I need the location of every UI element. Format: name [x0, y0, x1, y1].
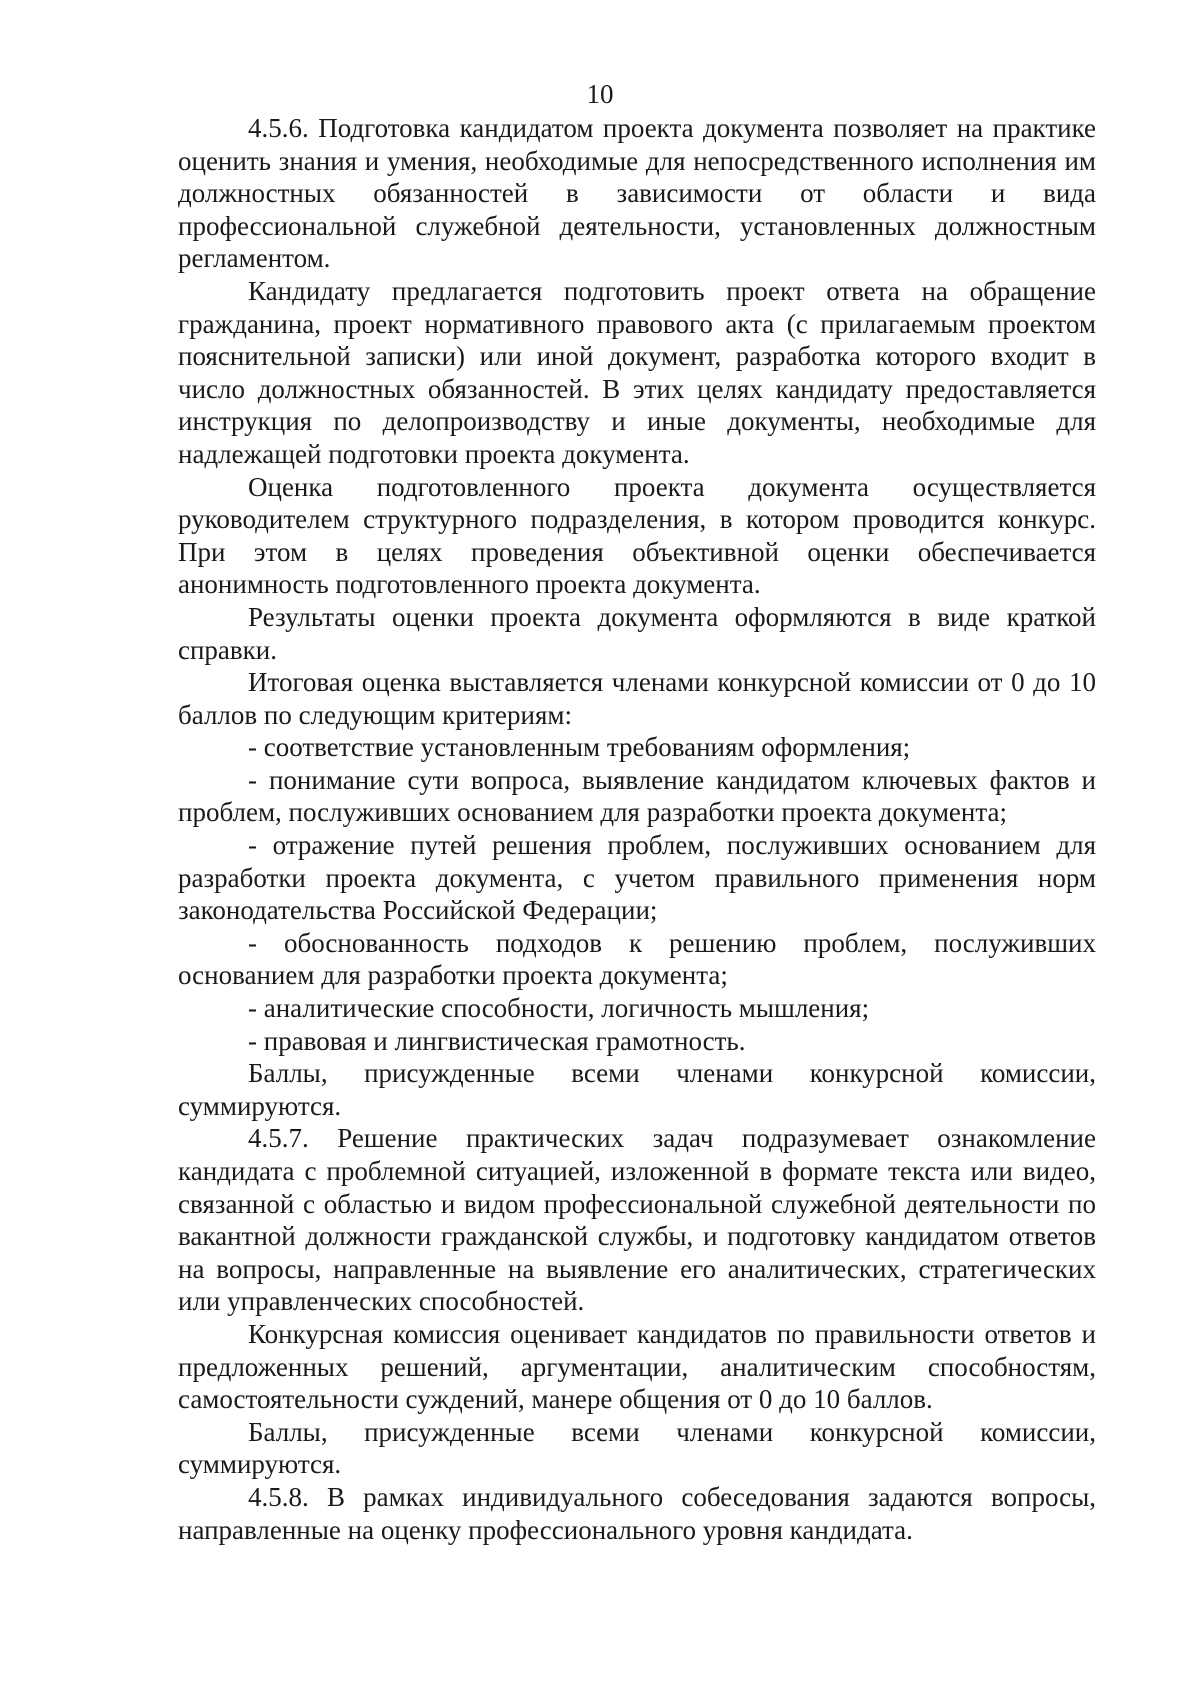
paragraph-4-5-6: 4.5.6. Подготовка кандидатом проекта документа позволяет на практике оценить знания и умения, необходимые для непосредственного исполнения им должностных обязанностей в зависимости от области и вида профессиональной служебной деятельности, установленных должностным регламентом. [178, 113, 1096, 274]
criteria-item: - обоснованность подходов к решению проблем, послуживших основанием для разработки проекта документа; [178, 927, 1096, 991]
criteria-item: - соответствие установленным требованиям оформления; [248, 732, 911, 763]
paragraph-points-summed: Баллы, присужденные всеми членами конкурсной комиссии, суммируются. [178, 1416, 1096, 1480]
criteria-item: - отражение путей решения проблем, послуживших основанием для разработки проекта документа, с учетом правильного применения норм законодательства Российской Федерации; [178, 830, 1096, 926]
document-body [178, 112, 1096, 1546]
paragraph-candidate-task: Кандидату предлагается подготовить проект ответа на обращение гражданина, проект нормативного правового акта (с прилагаемым проектом пояснительной записки) или иной документ, разработка которого входит в число должностных обязанностей. В этих целях кандидату предоставляется инструкция по делопроизводству и иные документы, необходимые для надлежащей подготовки проекта документа. [178, 275, 1096, 469]
paragraph-commission-evaluates: Конкурсная комиссия оценивает кандидатов по правильности ответов и предложенных решений, аргументации, аналитическим способностям, самостоятельности суждений, манере общения от 0 до 10 баллов. [178, 1318, 1096, 1415]
paragraph-4-5-8: 4.5.8. В рамках индивидуального собеседования задаются вопросы, направленные на оценку профессионального уровня кандидата. [178, 1481, 1096, 1545]
criteria-item: - понимание сути вопроса, выявление кандидатом ключевых фактов и проблем, послуживших основанием для разработки проекта документа; [178, 764, 1096, 828]
paragraph-points-summed: Баллы, присужденные всеми членами конкурсной комиссии, суммируются. [178, 1058, 1096, 1121]
criteria-item: - аналитические способности, логичность мышления; [248, 993, 870, 1024]
page-number: 10 [586, 79, 614, 109]
criteria-item: - правовая и лингвистическая грамотность. [248, 1025, 746, 1056]
paragraph-evaluation: Оценка подготовленного проекта документа осуществляется руководителем структурного подразделения, в котором проводится конкурс. При этом в целях проведения объективной оценки обеспечивается анонимность подготовленного проекта документа. [178, 471, 1096, 600]
paragraph-4-5-7: 4.5.7. Решение практических задач подразумевает ознакомление кандидата с проблемной ситуацией, изложенной в формате текста или видео, связанной с областью и видом профессиональной служебной деятельности по вакантной должности гражданской службы, и подготовку кандидатом ответов на вопросы, направленные на выявление его аналитических, стратегических или управленческих способностей. [178, 1123, 1096, 1317]
paragraph-final-score: Итоговая оценка выставляется членами конкурсной комиссии от 0 до 10 баллов по следующим критериям: [178, 667, 1096, 730]
paragraph-results: Результаты оценки проекта документа оформляются в виде краткой справки. [178, 601, 1096, 665]
